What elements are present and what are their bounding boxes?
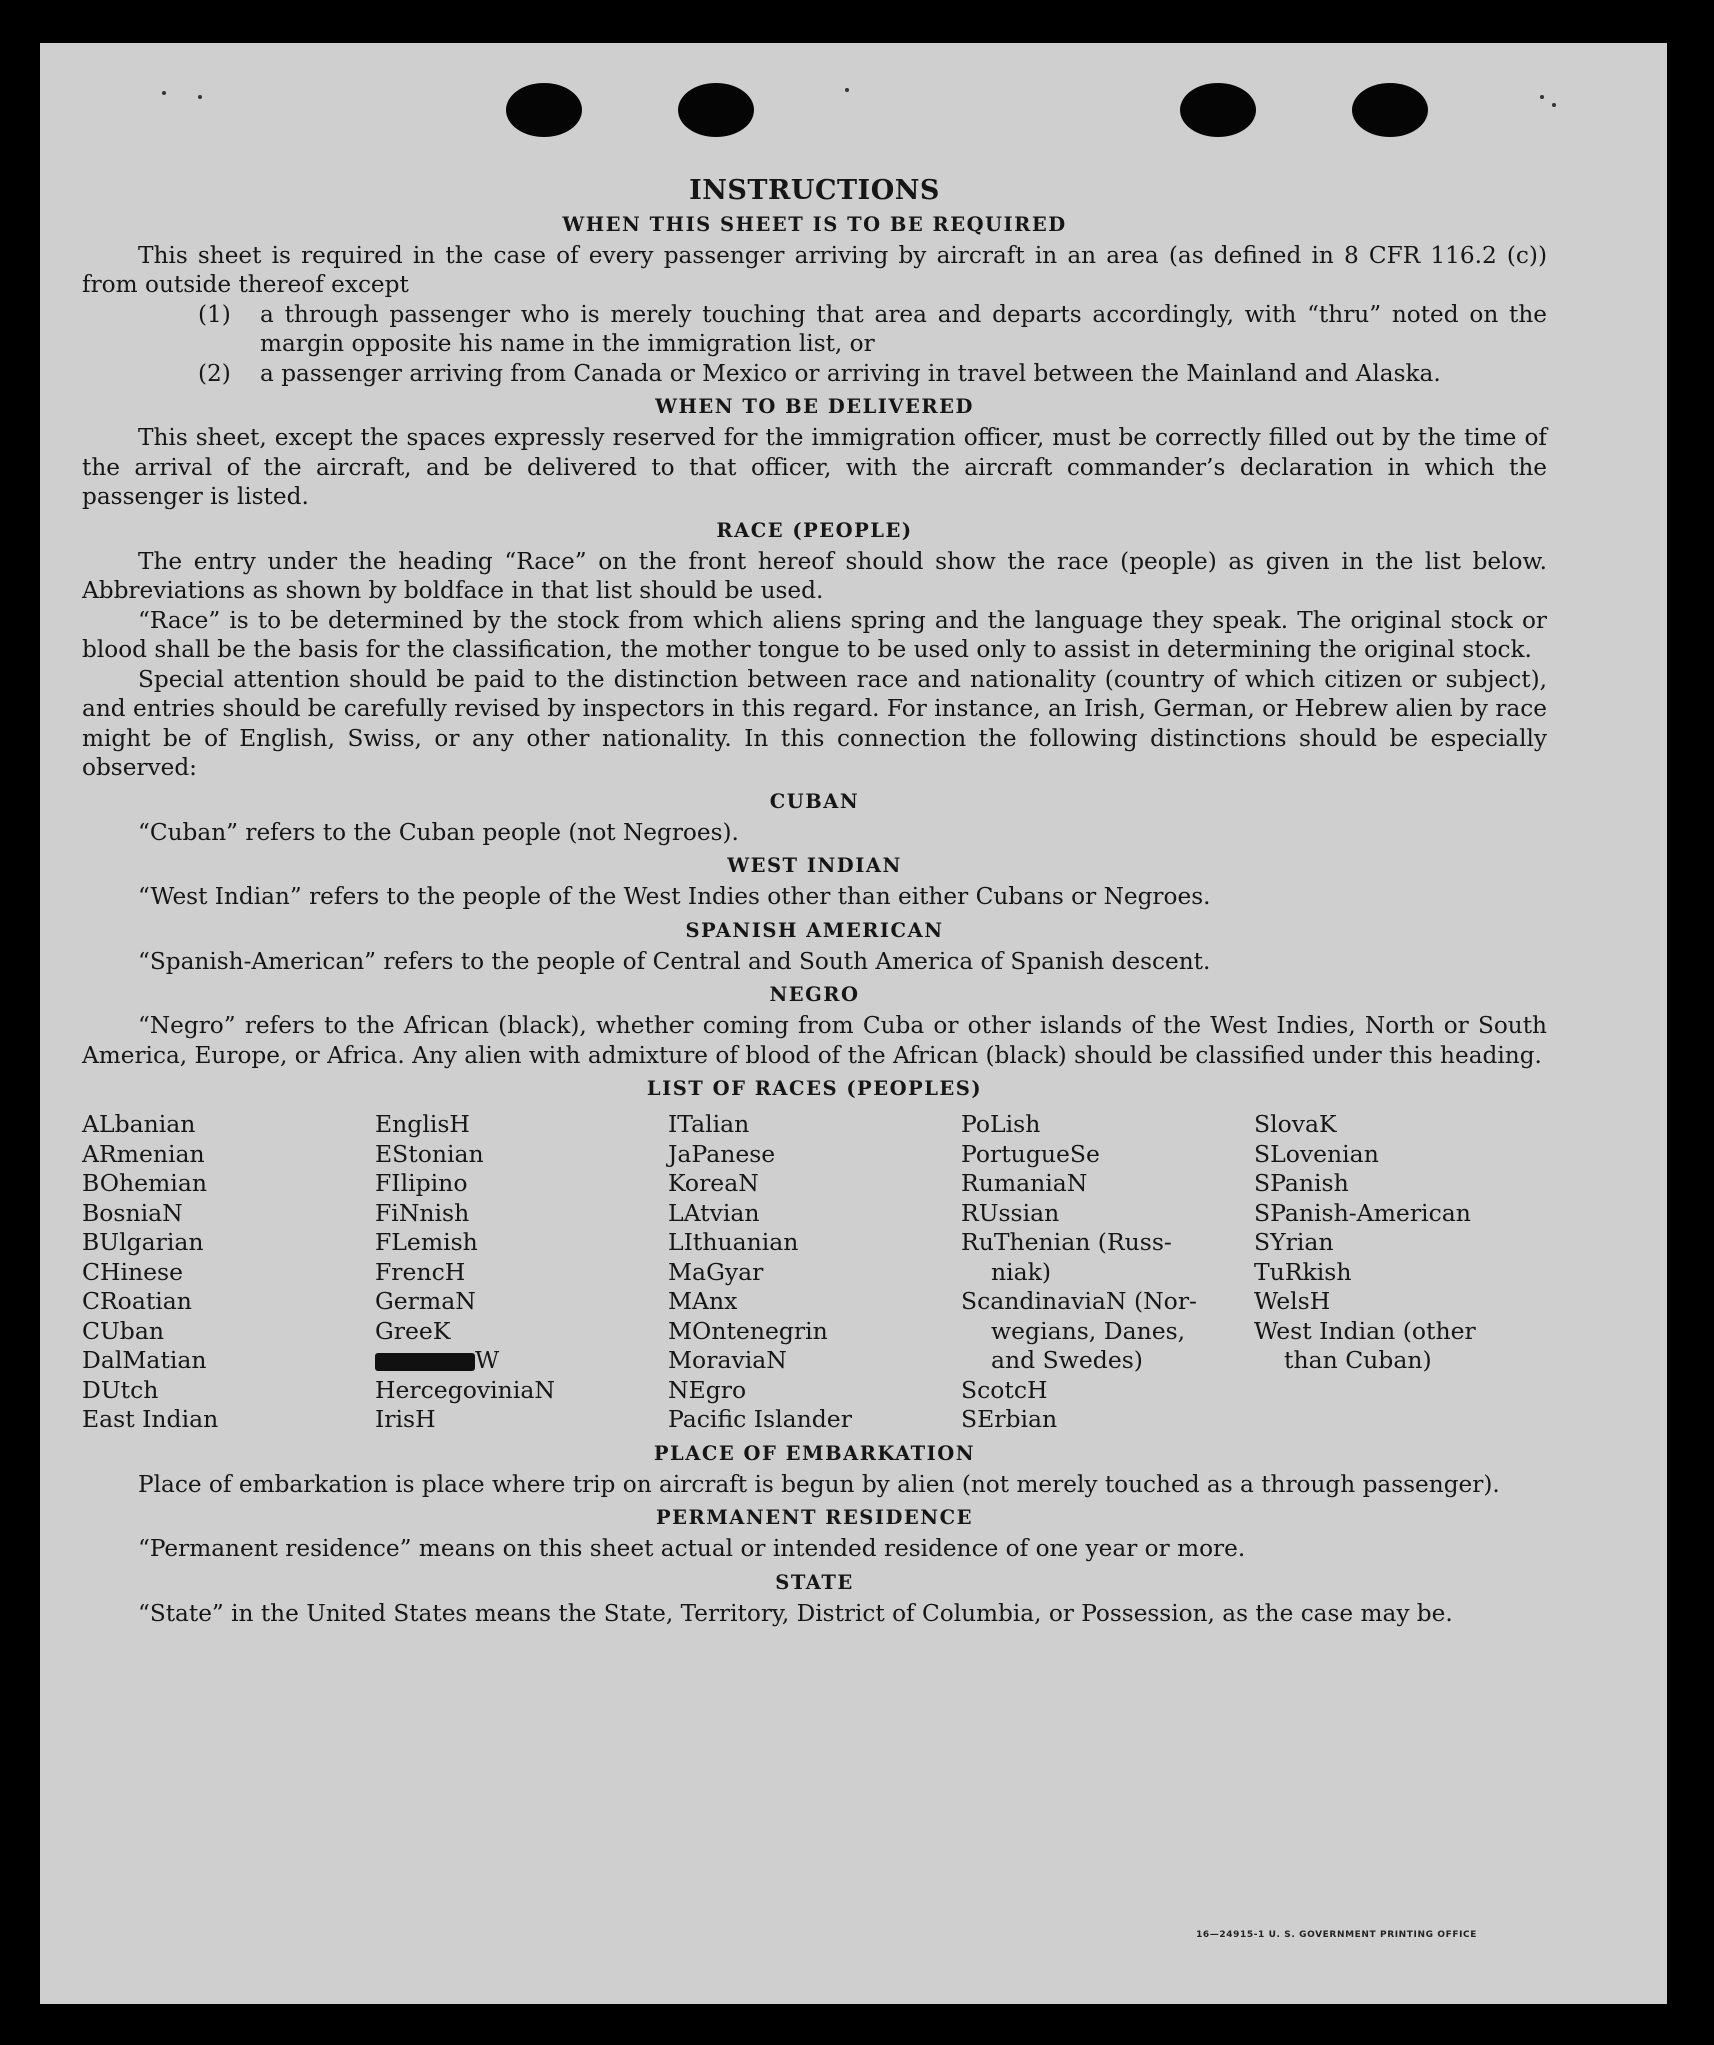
state-text: “State” in the United States means the State, Territory, District of Columbia, or Possession, as the case may be. [138,1599,1453,1627]
race-entry: ScandinaviaN (Nor- [961,1287,1197,1315]
punch-hole-3 [1180,83,1256,137]
race-entry: DalMatian [82,1346,207,1374]
required-item-2 [198,359,1547,389]
race-entry: ARmenian [82,1139,205,1168]
race-entry: RuThenian (Russ- [961,1228,1172,1256]
race-entry: EStonian [375,1139,484,1168]
race-entry: LAtvian [668,1198,760,1227]
race-para-2: “Race” is to be determined by the stock from which aliens spring and the language they speak. The original stock or blood shall be the basis for the classification, the mother tongue to be used only to assist in determining the original stock. [82,606,1547,663]
west-indian-text: “West Indian” refers to the people of the West Indies other than either Cubans or Negroes. [138,883,1211,910]
race-entry: RumaniaN [961,1169,1088,1197]
required-intro: This sheet is required in the case of every passenger arriving by aircraft in an area (as defined in 8 CFR 116.2 (c)) from outside thereof except [82,241,1547,298]
race-entry: LIthuanian [668,1228,799,1256]
race-entry: CHinese [82,1257,183,1286]
races-column [961,1110,1254,1435]
redaction-mark [375,1353,475,1371]
delivered-text: This sheet, except the spaces expressly reserved for the immigration officer, must be correctly filled out by the time of the arrival of the aircraft, and be delivered to that officer, with the aircraft commander’s declaration in which the passenger is listed. [82,424,1547,510]
printing-office-code: 16—24915-1 U. S. GOVERNMENT PRINTING OFFICE [1196,1930,1477,1940]
race-entry: CRoatian [82,1287,192,1315]
race-entry: MAnx [668,1287,738,1315]
punch-hole-1 [506,83,582,137]
race-para-1: The entry under the heading “Race” on the front hereof should show the race (people) as given in the list below. Abbreviations as shown by boldface in that list should be used. [82,547,1547,604]
race-entry: IrisH [375,1405,436,1433]
race-entry: SLovenian [1254,1139,1379,1168]
item-text: a through passenger who is merely touching that area and departs accordingly, with “thru” noted on the margin opposite his name in the immigration list, or [260,300,1547,357]
race-entry: ITalian [668,1110,750,1138]
speck [845,88,849,92]
race-entry: FrencH [375,1257,466,1286]
race-entry: TuRkish [1254,1257,1352,1286]
race-entry: MOntenegrin [668,1316,828,1345]
race-entry: SlovaK [1254,1110,1337,1138]
race-entry-continued: wegians, Danes, [991,1316,1186,1345]
punch-hole-4 [1352,83,1428,137]
heading-residence: PERMANENT RESIDENCE [655,1506,973,1529]
race-entry: PoLish [961,1110,1041,1138]
page-title: INSTRUCTIONS [689,175,940,206]
race-entry: WelsH [1254,1287,1331,1315]
spanish-american-text: “Spanish-American” refers to the people of Central and South America of Spanish descent. [138,947,1211,975]
heading-required: WHEN THIS SHEET IS TO BE REQUIRED [562,212,1067,236]
races-list [82,1110,1547,1435]
race-entry: DUtch [82,1375,159,1404]
race-entry: NEgro [668,1375,747,1404]
race-entry-continued: and Swedes) [991,1346,1143,1374]
race-entry: BOhemian [82,1169,207,1197]
heading-race: RACE (PEOPLE) [716,518,913,542]
item-text: a passenger arriving from Canada or Mexico or arriving in travel between the Mainland and Alaska. [260,359,1441,387]
heading-state: STATE [775,1570,854,1594]
race-entry: SErbian [961,1405,1058,1433]
heading-list-of-races: LIST OF RACES (PEOPLES) [646,1077,983,1100]
race-para-3: Special attention should be paid to the distinction between race and nationality (country of which citizen or subject), and entries should be carefully revised by inspectors in this regard. For instance, an Irish, German, or Hebrew alien by race might be of English, Swiss, or any other nationality. In this connection the following distinctions should be especially observed: [82,665,1547,781]
heading-delivered: WHEN TO BE DELIVERED [655,395,974,418]
residence-text: “Permanent residence” means on this sheet actual or intended residence of one year or more. [138,1535,1246,1562]
race-entry: HercegoviniaN [375,1375,555,1404]
race-entry: MaGyar [668,1257,764,1286]
heading-spanish-american: SPANISH AMERICAN [685,918,944,942]
race-entry: ScotcH [961,1375,1048,1404]
negro-text: “Negro” refers to the African (black), whether coming from Cuba or other islands of the West Indies, North or South America, Europe, or Africa. Any alien with admixture of blood of the African (black) should be classified under this heading. [82,1012,1547,1069]
race-entry: BUlgarian [82,1228,204,1256]
required-item-1 [198,300,1547,359]
race-entry: RUssian [961,1198,1060,1227]
instructions-body [82,176,1547,1628]
race-entry-continued: niak) [991,1257,1052,1286]
races-column [82,1110,375,1435]
cuban-text: “Cuban” refers to the Cuban people (not Negroes). [138,818,739,846]
punch-hole-2 [678,83,754,137]
race-entry: MoraviaN [668,1346,787,1374]
race-entry-continued: than Cuban) [1284,1346,1432,1374]
races-column [668,1110,961,1435]
race-entry: Pacific Islander [668,1405,852,1433]
race-entry: SPanish-American [1254,1198,1471,1227]
speck [1552,103,1556,107]
race-entry: GermaN [375,1287,476,1315]
race-entry-redacted [375,1346,668,1376]
race-entry: JaPanese [668,1139,776,1168]
races-column [1254,1110,1547,1435]
heading-negro: NEGRO [769,983,860,1006]
race-entry: West Indian (other [1254,1316,1476,1345]
races-column [375,1110,668,1435]
race-entry: BosniaN [82,1198,183,1227]
race-entry: ALbanian [82,1110,196,1138]
race-entry: SPanish [1254,1169,1349,1197]
document-sheet [40,43,1667,2004]
race-entry: East Indian [82,1405,219,1433]
race-entry: FLemish [375,1228,478,1256]
race-entry: EnglisH [375,1110,470,1138]
speck [198,95,202,99]
race-entry: CUban [82,1316,164,1345]
race-entry: FiNnish [375,1198,470,1227]
race-entry: SYrian [1254,1228,1334,1256]
speck [1540,95,1544,99]
race-entry: KoreaN [668,1169,759,1197]
race-entry: GreeK [375,1316,451,1345]
heading-embarkation: PLACE OF EMBARKATION [653,1441,976,1465]
race-entry: FIlipino [375,1169,468,1197]
embarkation-text: Place of embarkation is place where trip on aircraft is begun by alien (not merely touched as a through passenger). [138,1470,1500,1498]
heading-cuban: CUBAN [769,789,860,813]
item-number: (1) [198,300,231,328]
heading-west-indian: WEST INDIAN [727,854,902,877]
race-entry: PortugueSe [961,1139,1100,1168]
speck [162,91,166,95]
race-entry-visible-part: W [475,1346,500,1374]
item-number: (2) [198,359,231,387]
